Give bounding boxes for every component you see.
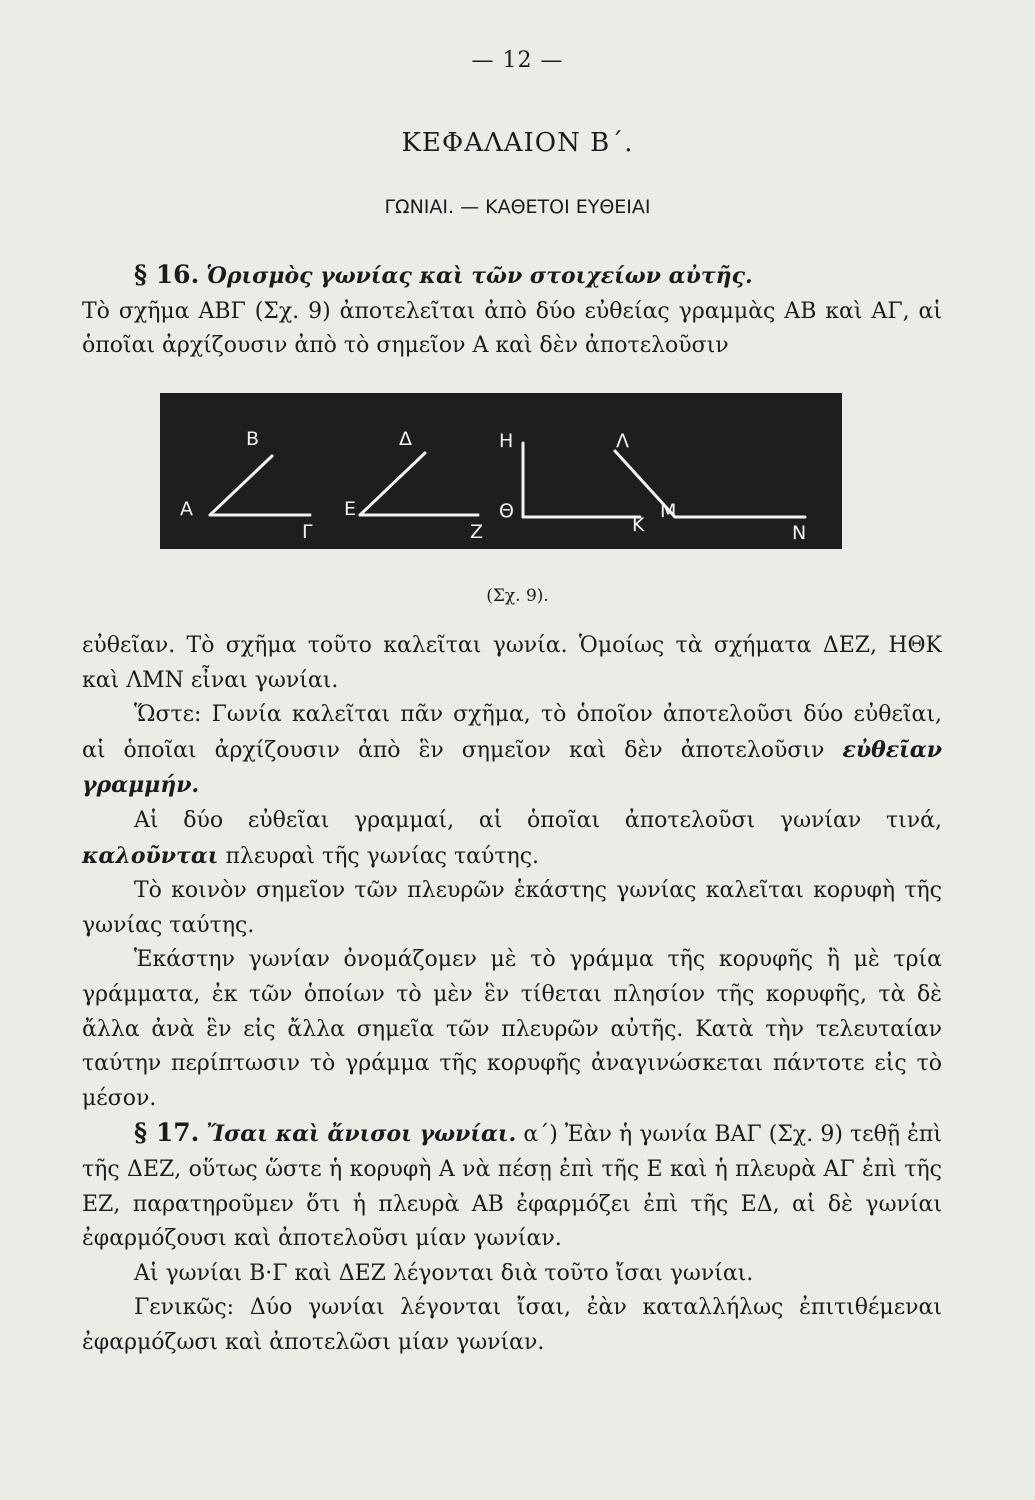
section-16-heading: Ὁρισμὸς γωνίας καὶ τῶν στοιχείων αὐτῆς. bbox=[206, 263, 753, 289]
general-text: Δύο γωνίαι λέγονται ἴσαι, ἐὰν καταλλήλως ἐπιτιθέμεναι ἐφαρμόζωσι καὶ ἀποτελῶσι μίαν γωνίαν. bbox=[82, 1295, 942, 1355]
sides-term: καλοῦνται bbox=[82, 842, 219, 869]
label-g: Γ bbox=[302, 521, 313, 543]
general-paragraph bbox=[82, 1291, 942, 1360]
section-16-intro bbox=[82, 258, 942, 364]
label-n: Ν bbox=[792, 522, 807, 544]
section-17-text: α΄) Ἐὰν ἡ γωνία ΒΑΓ (Σχ. 9) τεθῇ ἐπὶ τῆς ΔΕΖ, οὕτως ὥστε ἡ κορυφὴ Α νὰ πέσῃ ἐπὶ τῆς Ε καὶ ἡ πλευρὰ ΑΓ ἐπὶ τῆς ΕΖ, παρατηροῦμεν ὅτι ἡ πλευρὰ ΑΒ ἐφαρμόζει ἐπὶ τῆς ΕΔ, αἱ δὲ γωνίαι ἐφαρμόζουσι καὶ ἀποτελοῦσι μίαν γωνίαν. bbox=[82, 1122, 942, 1252]
label-th: Θ bbox=[499, 500, 514, 522]
label-a: Α bbox=[180, 498, 193, 520]
definition-term: εὐθεῖαν γραμμήν. bbox=[82, 736, 942, 799]
definition-lead: Ὥστε: Γωνία καλεῖται πᾶν σχῆμα, τὸ ὁποῖον ἀποτελοῦσι δύο εὐθεῖαι, αἱ ὁποῖαι ἀρχίζουσιν ἀπὸ ἓν σημεῖον καὶ δὲν ἀποτελοῦσιν bbox=[82, 702, 942, 763]
sides-paragraph bbox=[82, 804, 942, 874]
chapter-subtitle: ΓΩΝΙΑΙ. — ΚΑΘΕΤΟΙ ΕΥΘΕΙΑΙ bbox=[384, 196, 651, 218]
label-d: Δ bbox=[399, 428, 412, 450]
angle-dez-side-ed bbox=[360, 453, 425, 515]
label-b: Β bbox=[246, 428, 260, 450]
page-number: — 12 — bbox=[471, 48, 564, 73]
naming-paragraph: Ἑκάστην γωνίαν ὀνομάζομεν μὲ τὸ γράμμα τῆς κορυφῆς ἢ μὲ τρία γράμματα, ἐκ τῶν ὁποίων τὸ μὲν ἓν τίθεται πλησίον τῆς κορυφῆς, τὰ δὲ ἄλλα ἀνὰ ἓν εἰς ἄλλα σημεῖα τῶν πλευρῶν αὐτῆς. Κατὰ τὴν τελευταίαν ταύτην περίπτωσιν τὸ γράμμα τῆς κορυφῆς ἀναγινώσκεται πάντοτε εἰς τὸ μέσον. bbox=[82, 947, 942, 1111]
general-lead: Γενικῶς: bbox=[134, 1295, 235, 1321]
label-k: Κ bbox=[632, 514, 645, 536]
angle-bag-side-ab bbox=[210, 456, 272, 515]
section-16-heading-line bbox=[82, 258, 942, 295]
figure-caption: (Σχ. 9). bbox=[486, 586, 549, 606]
figure-9-svg bbox=[160, 393, 842, 549]
label-e: Ε bbox=[344, 498, 357, 520]
definition-paragraph bbox=[82, 698, 942, 804]
chapter-title: ΚΕΦΑΛΑΙΟΝ Β΄. bbox=[401, 128, 634, 158]
label-l: Λ bbox=[616, 430, 629, 452]
section-17-paragraph bbox=[82, 1116, 942, 1256]
continuation-paragraph: εὐθεῖαν. Τὸ σχῆμα τοῦτο καλεῖται γωνία. Ὁμοίως τὰ σχήματα ΔΕΖ, ΗΘΚ καὶ ΛΜΝ εἶναι γωνίαι. bbox=[82, 633, 942, 693]
section-16-body bbox=[82, 629, 942, 1360]
label-h: Η bbox=[499, 430, 514, 452]
label-m: Μ bbox=[660, 500, 677, 522]
section-16-number: § 16. bbox=[134, 260, 200, 289]
section-16-intro-paragraph: Τὸ σχῆμα ΑΒΓ (Σχ. 9) ἀποτελεῖται ἀπὸ δύο εὐθείας γραμμὰς ΑΒ καὶ ΑΓ, αἱ ὁποῖαι ἀρχίζουσιν ἀπὸ τὸ σημεῖον Α καὶ δὲν ἀποτελοῦσιν bbox=[82, 298, 942, 359]
sides-end: πλευραὶ τῆς γωνίας ταύτης. bbox=[225, 843, 540, 869]
vertex-paragraph: Τὸ κοινὸν σημεῖον τῶν πλευρῶν ἑκάστης γωνίας καλεῖται κορυφὴ τῆς γωνίας ταύτης. bbox=[82, 878, 942, 938]
sides-lead: Αἱ δύο εὐθεῖαι γραμμαί, αἱ ὁποῖαι ἀποτελοῦσι γωνίαν τινά, bbox=[134, 807, 942, 833]
equal-angles-paragraph: Αἱ γωνίαι Β·Γ καὶ ΔΕΖ λέγονται διὰ τοῦτο ἴσαι γωνίαι. bbox=[134, 1260, 754, 1286]
figure-9-angles bbox=[160, 393, 842, 549]
label-z: Ζ bbox=[470, 521, 484, 543]
section-17-heading: Ἴσαι καὶ ἄνισοι γωνίαι. bbox=[206, 1121, 517, 1148]
section-17-number: § 17. bbox=[134, 1118, 200, 1148]
